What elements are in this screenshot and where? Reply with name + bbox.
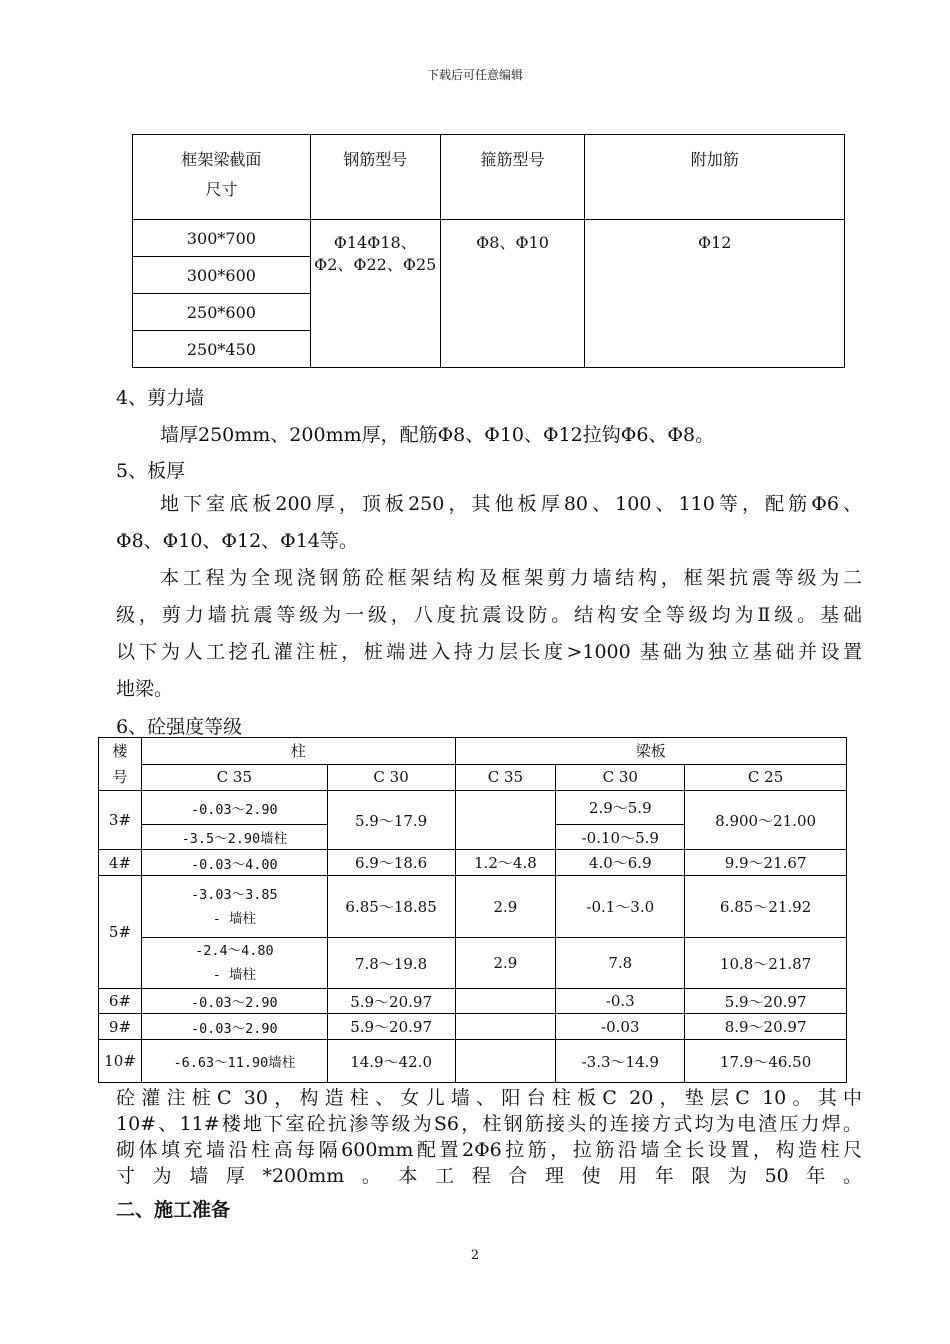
table-cell: -0.03～2.90 (141, 1014, 327, 1040)
grade-header: C 35 (141, 764, 327, 791)
page-header: 下载后可任意编辑 (426, 68, 523, 82)
table-cell: 7.8 (556, 938, 685, 989)
grade-header: C 30 (327, 764, 455, 791)
table-cell: -6.63～11.90墙柱 (141, 1040, 327, 1083)
section-4-text: 墙厚250mm、200mm厚，配筋Φ8、Φ10、Φ12拉钩Φ6、Φ8。 (160, 424, 715, 446)
table-cell: -0.03 (556, 1014, 685, 1040)
notes-line: 砌体填充墙沿柱高每隔600mm配置2Φ6拉筋，拉筋沿墙全长设置，构造柱尺 (116, 1139, 862, 1161)
table-cell: 9.9～21.67 (685, 850, 847, 876)
header-rebar: 钢筋型号 (310, 135, 440, 220)
beam-size-cell: 300*600 (133, 257, 311, 294)
grade-header: C 25 (685, 764, 847, 791)
table-cell (455, 989, 556, 1014)
table-cell: 7.8～19.8 (327, 938, 455, 989)
table-cell: -0.03～4.00 (141, 850, 327, 876)
beam-size-cell: 300*700 (133, 220, 311, 257)
table-cell: 2.9 (455, 938, 556, 989)
floor-cell: 6# (99, 989, 142, 1014)
table-cell: 1.2～4.8 (455, 850, 556, 876)
beam-size-cell: 250*600 (133, 294, 311, 331)
section-two-title: 二、施工准备 (116, 1199, 231, 1221)
paragraph-line: 级，剪力墙抗震等级为一级，八度抗震设防。结构安全等级均为Ⅱ级。基础 (116, 604, 862, 626)
floor-cell: 3# (99, 791, 142, 850)
table-cell: 8.9～20.97 (685, 1014, 847, 1040)
concrete-table (98, 737, 847, 1083)
table-cell: 5.9～20.97 (327, 1014, 455, 1040)
floor-cell: 10# (99, 1040, 142, 1083)
page-number: 2 (470, 1248, 480, 1263)
notes-line: 砼灌注桩C 30，构造柱、女儿墙、阳台柱板C 20，垫层C 10。其中 (116, 1087, 862, 1109)
slab-group-header: 梁板 (455, 738, 846, 765)
table-cell: 5.9～20.97 (327, 989, 455, 1014)
table-cell: 2.9～5.9 (556, 791, 685, 825)
header-stirrup: 箍筋型号 (440, 135, 585, 220)
table-cell: -0.10～5.9 (556, 825, 685, 850)
grade-header: C 30 (556, 764, 685, 791)
table-cell: -3.3～14.9 (556, 1040, 685, 1083)
table-cell: -0.03～2.90 (141, 791, 327, 825)
table-cell: 5.9～17.9 (327, 791, 455, 850)
stirrup-cell: Φ8、Φ10 (440, 220, 585, 368)
table-cell (455, 791, 556, 850)
table-cell: 5.9～20.97 (685, 989, 847, 1014)
table-cell: 6.9～18.6 (327, 850, 455, 876)
paragraph-line: 以下为人工挖孔灌注桩，桩端进入持力层长度>1000 基础为独立基础并设置 (116, 641, 862, 663)
table-cell: -0.03～2.90 (141, 989, 327, 1014)
table-cell (455, 1040, 556, 1083)
table-cell: 2.9 (455, 876, 556, 938)
floor-cell: 4# (99, 850, 142, 876)
table-cell: -3.5～2.90墙柱 (141, 825, 327, 850)
table-cell: 8.900～21.00 (685, 791, 847, 850)
section-5-line: Φ8、Φ10、Φ12、Φ14等。 (116, 530, 358, 552)
rebar-cell: Φ14Φ18、 Φ2、Φ22、Φ25 (310, 220, 440, 368)
beam-table (132, 134, 845, 368)
table-cell: 14.9～42.0 (327, 1040, 455, 1083)
section-4-title: 4、剪力墙 (116, 387, 205, 409)
table-cell: 6.85～18.85 (327, 876, 455, 938)
paragraph-line: 地梁。 (116, 678, 174, 700)
floor-cell: 9# (99, 1014, 142, 1040)
floor-header: 楼 号 (99, 738, 142, 791)
notes-line: 10#、11#楼地下室砼抗渗等级为S6，柱钢筋接头的连接方式均为电渣压力焊。 (116, 1113, 862, 1135)
section-6-title: 6、砼强度等级 (116, 716, 243, 738)
notes-line: 寸为墙厚*200mm。本工程合理使用年限为50年。 (116, 1165, 862, 1187)
table-cell: 17.9～46.50 (685, 1040, 847, 1083)
table-cell: -0.1～3.0 (556, 876, 685, 938)
table-cell: -0.3 (556, 989, 685, 1014)
table-cell: 10.8～21.87 (685, 938, 847, 989)
floor-cell: 5# (99, 876, 142, 989)
table-cell: -3.03～3.85 - 墙柱 (141, 876, 327, 938)
table-cell (455, 1014, 556, 1040)
table-cell: 6.85～21.92 (685, 876, 847, 938)
section-5-line: 地下室底板200厚，顶板250，其他板厚80、100、110等，配筋Φ6、 (160, 493, 862, 515)
column-group-header: 柱 (141, 738, 455, 765)
paragraph-line: 本工程为全现浇钢筋砼框架结构及框架剪力墙结构，框架抗震等级为二 (160, 567, 862, 589)
header-beam-size: 框架梁截面 尺寸 (133, 135, 311, 220)
grade-header: C 35 (455, 764, 556, 791)
beam-size-cell: 250*450 (133, 331, 311, 368)
header-extra: 附加筋 (585, 135, 845, 220)
table-cell: 4.0～6.9 (556, 850, 685, 876)
table-cell: -2.4～4.80 - 墙柱 (141, 938, 327, 989)
extra-cell: Φ12 (585, 220, 845, 368)
section-5-title: 5、板厚 (116, 460, 186, 482)
